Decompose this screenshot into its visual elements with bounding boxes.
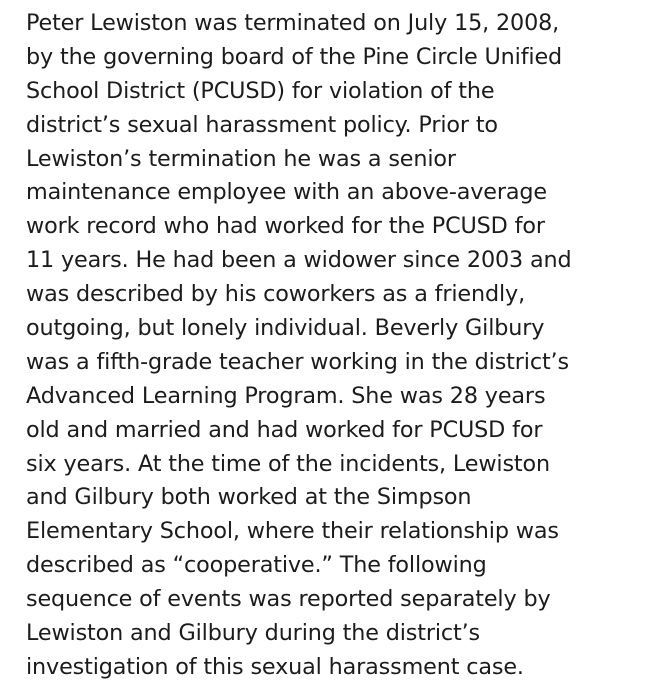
paragraph-line: Elementary School, where their relationship was: [26, 518, 559, 545]
paragraph-line: was described by his coworkers as a friendly,: [26, 281, 526, 308]
paragraph-line: was a fifth-grade teacher working in the district’s: [26, 348, 569, 375]
paragraph-line: Lewiston’s termination he was a senior: [26, 145, 456, 172]
paragraph-line: Advanced Learning Program. She was 28 years: [26, 382, 546, 409]
paragraph-line: Lewiston and Gilbury during the district’s: [26, 620, 481, 647]
paragraph-line: sequence of events was reported separately by: [26, 586, 551, 613]
paragraph-line: outgoing, but lonely individual. Beverly Gilbury: [26, 315, 545, 342]
paragraph-line: Peter Lewiston was terminated on July 15, 2008,: [26, 10, 560, 36]
paragraph-line: six years. At the time of the incidents, Lewiston: [26, 450, 550, 477]
paragraph-line: old and married and had worked for PCUSD for: [26, 416, 543, 443]
paragraph-line: district’s sexual harassment policy. Prior to: [26, 111, 498, 138]
paragraph-line: 11 years. He had been a widower since 2003 and: [26, 247, 572, 274]
paragraph-line: investigation of this sexual harassment case.: [26, 653, 524, 680]
paragraph-line: described as “cooperative.” The following: [26, 552, 487, 579]
paragraph-line: School District (PCUSD) for violation of the: [26, 77, 495, 104]
paragraph-line: and Gilbury both worked at the Simpson: [26, 484, 472, 511]
paragraph-line: work record who had worked for the PCUSD for: [26, 213, 545, 240]
case-paragraph: [26, 7, 656, 685]
paragraph-line: by the governing board of the Pine Circle Unified: [26, 43, 563, 70]
paragraph-line: maintenance employee with an above-average: [26, 179, 547, 206]
